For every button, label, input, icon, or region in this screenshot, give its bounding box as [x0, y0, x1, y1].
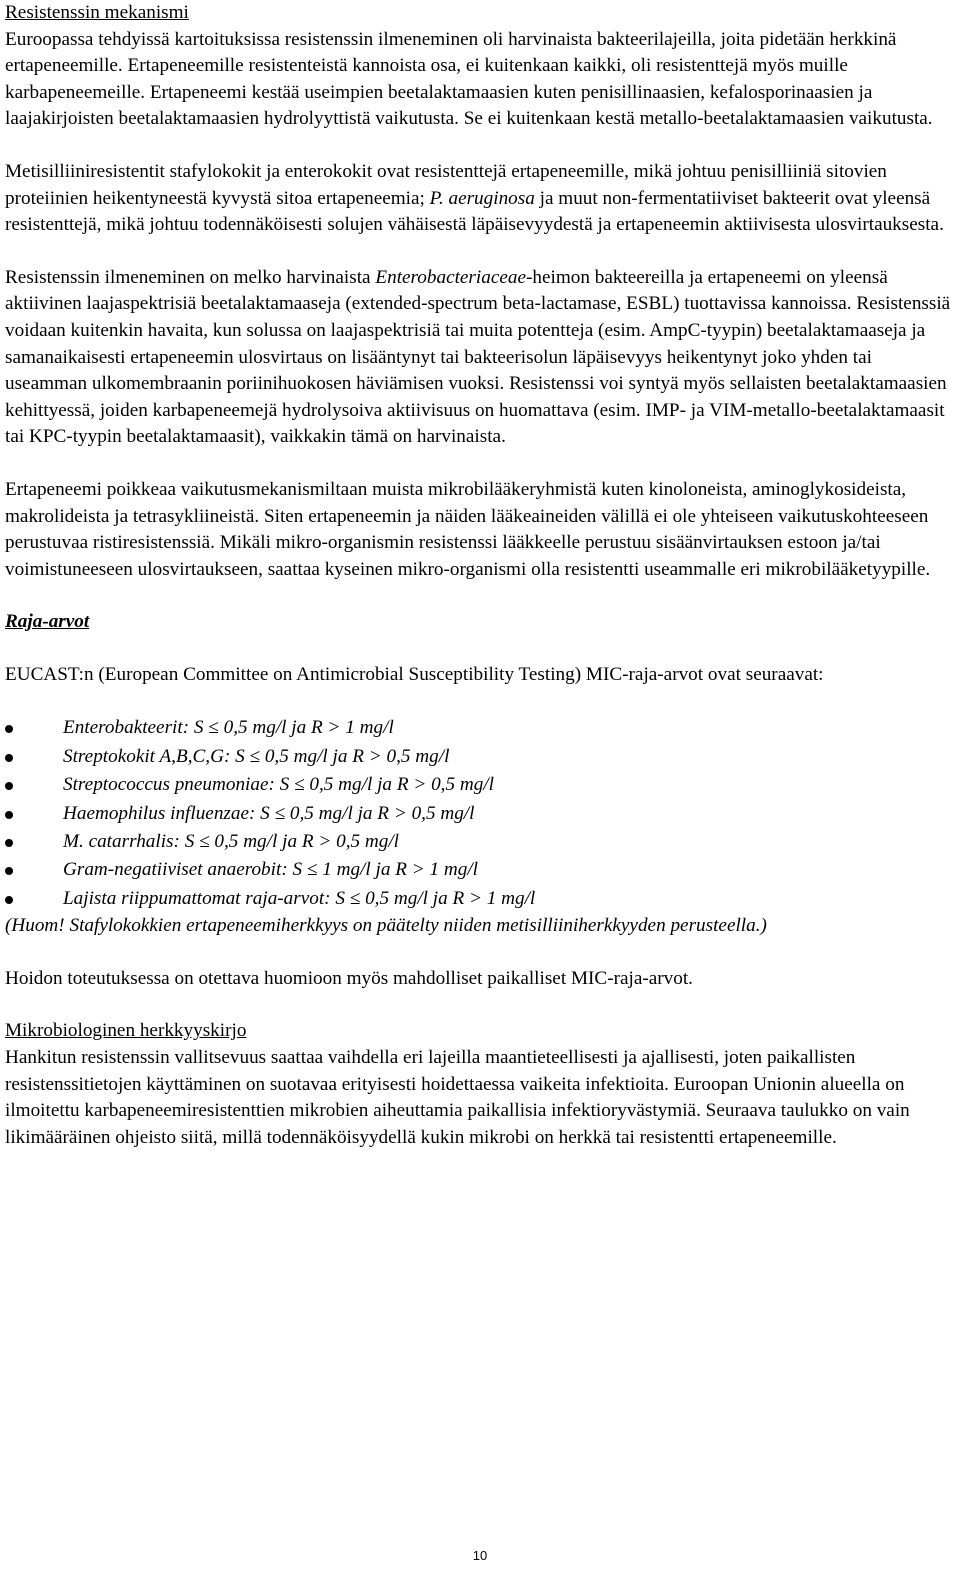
- list-item: [5, 743, 953, 771]
- breakpoint-text: Enterobakteerit: S ≤ 0,5 mg/l ja R > 1 mg/l: [63, 717, 394, 739]
- paragraph-mechanism: Euroopassa tehdyissä kartoituksissa resistenssin ilmeneminen oli harvinaista bakteerilajeilla, joita pidetään herkkinä ertapeneemille. Ertapeneemille resistenteistä kannoista osa, ei kuitenkaan kaikki, oli resistenttejä myös muille karbapeneemeille. Ertapeneemi kestää useimpien beetalaktamaasien kuten penisillinaasien, kefalosporinaasien ja laajakirjoisten beetalaktamaasien hydrolyyttistä vaikutusta. Se ei kuitenkaan kestä metallo-beetalaktamaasien vaikutusta.: [5, 28, 933, 130]
- list-item: [5, 800, 953, 828]
- list-item: [5, 714, 953, 742]
- section-title-mechanism: Resistenssin mekanismi: [5, 2, 189, 23]
- breakpoint-text: Streptococcus pneumoniae: S ≤ 0,5 mg/l ja R > 0,5 mg/l: [63, 774, 494, 796]
- list-item: [5, 771, 953, 799]
- page-number: 10: [472, 1548, 488, 1563]
- paragraph-sensitivity: Hankitun resistenssin vallitsevuus saattaa vaihdella eri lajeilla maantieteellisesti ja ajallisesti, joten paikallisten resistenssitietojen käyttäminen on suotavaa erityisesti hoidettaessa vaikeita infektioita. Euroopan Unionin alueella on ilmoitettu karbapeneemiresistenttien mikrobien aiheuttamia paikallisia infektioryvästymiä. Seuraava taulukko on vain likimääräinen ohjeisto siitä, millä todennäköisyydellä kukin mikrobi on herkkä tai resistentti ertapeneemille.: [5, 1046, 910, 1148]
- bullet-icon: [5, 867, 13, 875]
- document-page: [5, 0, 953, 1151]
- bullet-icon: [5, 782, 13, 790]
- paragraph-mrsa-text-b: ja muut non-fermentatiiviset bakteerit ovat yleensä resistenttejä, mikä johtuu todennäköisesti solujen vähäisestä läpäisevyydestä ja ertapeneemin aktiivisesta ulosvirtauksesta.: [5, 187, 944, 236]
- bullet-icon: [5, 754, 13, 762]
- paragraph-mrsa-text-a: Metisilliiniresistentit stafylokokit ja enterokokit ovat resistenttejä ertapeneemille, mikä johtuu penisilliiniä sitovien proteiinien heikentyneestä kyvystä sitoa ertapeneemia;: [5, 160, 887, 209]
- list-item: [5, 885, 953, 913]
- breakpoint-text: M. catarrhalis: S ≤ 0,5 mg/l ja R > 0,5 mg/l: [63, 831, 399, 853]
- paragraph-cross-resistance: Ertapeneemi poikkeaa vaikutusmekanismiltaan muista mikrobilääkeryhmistä kuten kinoloneista, aminoglykosideista, makrolideista ja tetrasykliineistä. Siten ertapeneemin ja näiden lääkeaineiden välillä ei ole yhteiseen vaikutuskohteeseen perustuvaa ristiresistenssiä. Mikäli mikro-organismin resistenssi lääkkeelle perustuu sisäänvirtauksen estoon ja/tai voimistuneeseen ulosvirtaukseen, saattaa kyseinen mikro-organismi olla resistentti useammalle eri mikrobilääketyypille.: [5, 478, 931, 580]
- staphylococcus-note: (Huom! Stafylokokkien ertapeneemiherkkyys on päätelty niiden metisilliiniherkkyyden perusteella.): [5, 915, 767, 937]
- paragraph-entero-text-b: -heimon bakteereilla ja ertapeneemi on yleensä aktiivinen laajaspektrisiä beetalaktamaaseja (extended-spectrum beta-lactamase, ESBL) tuottavissa kannoissa. Resistenssiä voidaan kuitenkin havaita, kun solussa on laajaspektrisiä tai muita potentteja (esim. AmpC-tyypin) beetalaktamaaseja ja samanaikaisesti ertapeneemin ulosvirtaus on lisääntynyt tai bakteerisolun läpäisevyys heikentynyt joko yhden tai useamman ulkomembraanin poriinihuokosen häviämisen vuoksi. Resistenssi voi syntyä myös sellaisten beetalaktamaasien kehittyessä, joiden karbapeneemejä hydrolysoiva aktiivisuus on huomattava (esim. IMP- ja VIM-metallo-beetalaktamaasit tai KPC-tyypin beetalaktamaasit), vaikkakin tämä on harvinaista.: [5, 266, 951, 448]
- breakpoint-list: [5, 714, 953, 913]
- bullet-icon: [5, 811, 13, 819]
- breakpoint-text: Haemophilus influenzae: S ≤ 0,5 mg/l ja R > 0,5 mg/l: [63, 802, 475, 824]
- paragraph-entero-text-a: Resistenssin ilmeneminen on melko harvinaista: [5, 266, 376, 288]
- breakpoint-text: Streptokokit A,B,C,G: S ≤ 0,5 mg/l ja R > 0,5 mg/l: [63, 745, 450, 767]
- paragraph-local-mic: Hoidon toteutuksessa on otettava huomioon myös mahdolliset paikalliset MIC-raja-arvot.: [5, 967, 693, 989]
- paragraph-mrsa: [5, 159, 953, 239]
- bullet-icon: [5, 839, 13, 847]
- bullet-icon: [5, 725, 13, 733]
- section-title-breakpoints: Raja-arvot: [5, 611, 90, 633]
- paragraph-enterobacteriaceae: [5, 265, 953, 451]
- paragraph-eucast: EUCAST:n (European Committee on Antimicrobial Susceptibility Testing) MIC-raja-arvot ovat seuraavat:: [5, 663, 824, 685]
- list-item: [5, 828, 953, 856]
- bullet-icon: [5, 896, 13, 904]
- section-title-sensitivity: Mikrobiologinen herkkyyskirjo: [5, 1020, 247, 1042]
- breakpoint-text: Gram-negatiiviset anaerobit: S ≤ 1 mg/l ja R > 1 mg/l: [63, 859, 479, 881]
- list-item: [5, 856, 953, 884]
- paragraph-mrsa-species: P. aeruginosa: [429, 187, 535, 209]
- paragraph-entero-family: Enterobacteriaceae: [375, 266, 526, 288]
- breakpoint-text: Lajista riippumattomat raja-arvot: S ≤ 0,5 mg/l ja R > 1 mg/l: [63, 887, 536, 909]
